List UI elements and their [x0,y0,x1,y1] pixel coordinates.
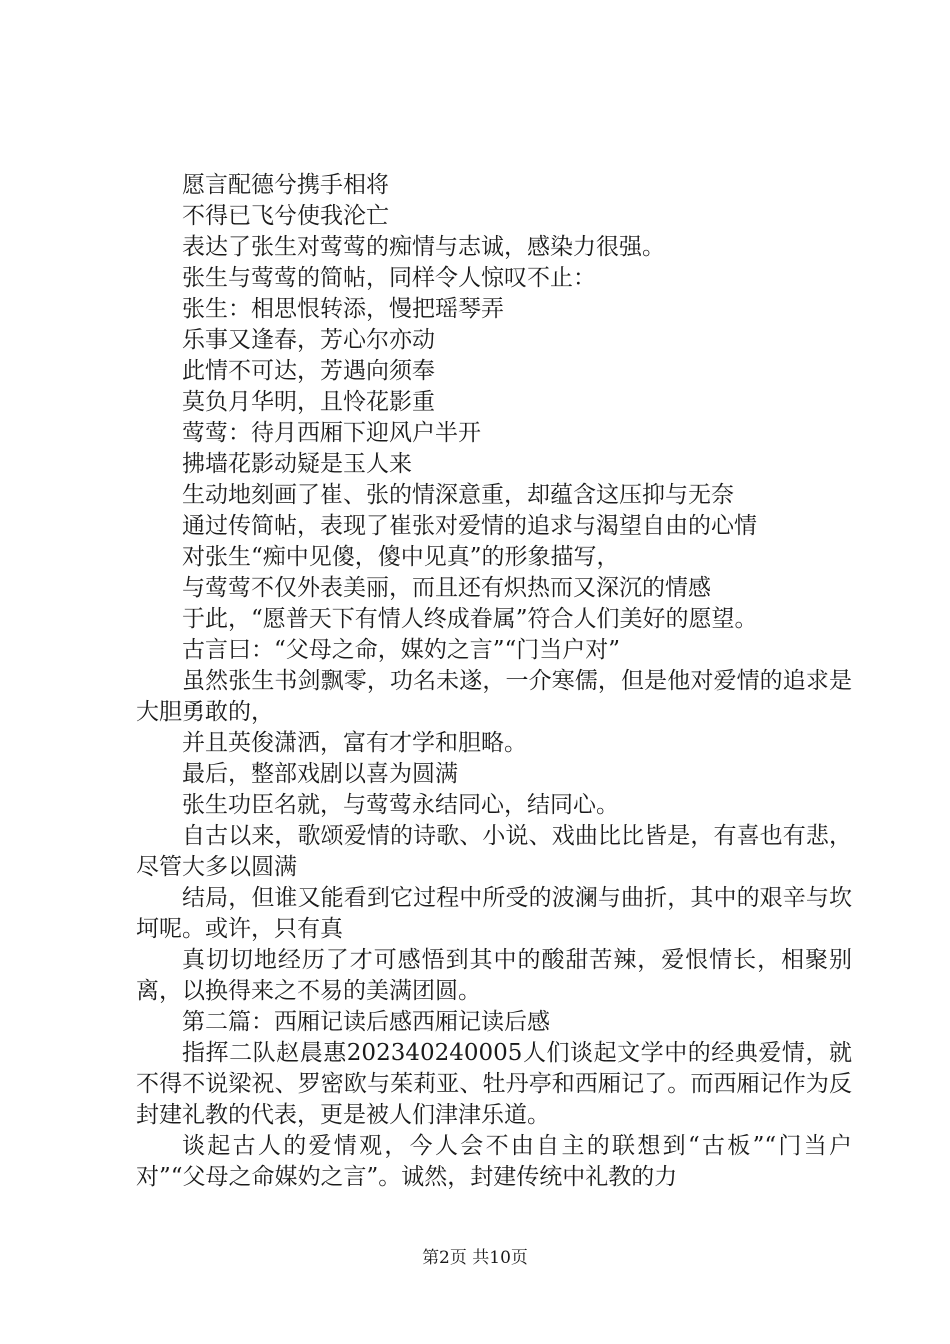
paragraph: 张生功臣名就，与莺莺永结同心，结同心。 [182,792,619,818]
paragraph: 与莺莺不仅外表美丽，而且还有炽热而又深沉的情感 [182,575,711,601]
paragraph: 张生与莺莺的简帖，同样令人惊叹不止： [182,265,596,291]
paragraph: 结局，但谁又能看到它过程中所受的波澜与曲折，其中的艰辛与坎坷呢。或许，只有真 [136,885,852,942]
paragraph: 虽然张生书剑飘零，功名未遂，一介寒儒，但是他对爱情的追求是大胆勇敢的， [136,668,852,725]
paragraph: 古言曰：“父母之命，媒妁之言”“门当户对” [182,637,621,663]
paragraph: 自古以来，歌颂爱情的诗歌、小说、戏曲比比皆是，有喜也有悲，尽管大多以圆满 [136,823,852,880]
paragraph: 莺莺：待月西厢下迎风户半开 [182,420,481,446]
paragraph: 愿言配德兮携手相将 [182,172,389,198]
paragraph: 对张生“痴中见傻，傻中见真”的形象描写， [182,544,620,570]
paragraph: 张生：相思恨转添，慢把瑶琴弄 [182,296,504,322]
paragraph: 真切切地经历了才可感悟到其中的酸甜苦辣，爱恨情长，相聚别离，以换得来之不易的美满团圆。 [136,947,852,1004]
paragraph: 此情不可达，芳遇向须奉 [182,358,435,384]
paragraph: 并且英俊潇洒，富有才学和胆略。 [182,730,527,756]
paragraph: 乐事又逢春，芳心尔亦动 [182,327,435,353]
paragraph: 莫负月华明，且怜花影重 [182,389,435,415]
document-body [136,170,852,1193]
paragraph: 拂墙花影动疑是玉人来 [182,451,412,477]
paragraph: 指挥二队赵晨惠202340240005人们谈起文学中的经典爱情，就不得不说梁祝、罗密欧与茱莉亚、牡丹亭和西厢记了。而西厢记作为反封建礼教的代表，更是被人们津津乐道。 [136,1040,852,1128]
paragraph: 通过传简帖，表现了崔张对爱情的追求与渴望自由的心情 [182,513,757,539]
paragraph: 谈起古人的爱情观，今人会不由自主的联想到“古板”“门当户对”“父母之命媒妁之言”。诚然，封建传统中礼教的力 [136,1133,852,1190]
paragraph: 最后，整部戏剧以喜为圆满 [182,761,458,787]
paragraph: 于此，“愿普天下有情人终成眷属”符合人们美好的愿望。 [182,606,758,632]
section-heading: 第二篇：西厢记读后感西厢记读后感 [182,1009,550,1035]
paragraph: 表达了张生对莺莺的痴情与志诚，感染力很强。 [182,234,665,260]
page-footer [0,1243,950,1268]
paragraph: 不得已飞兮使我沦亡 [182,203,389,229]
page-number: 第2页 共10页 [422,1248,528,1268]
paragraph: 生动地刻画了崔、张的情深意重，却蕴含这压抑与无奈 [182,482,734,508]
